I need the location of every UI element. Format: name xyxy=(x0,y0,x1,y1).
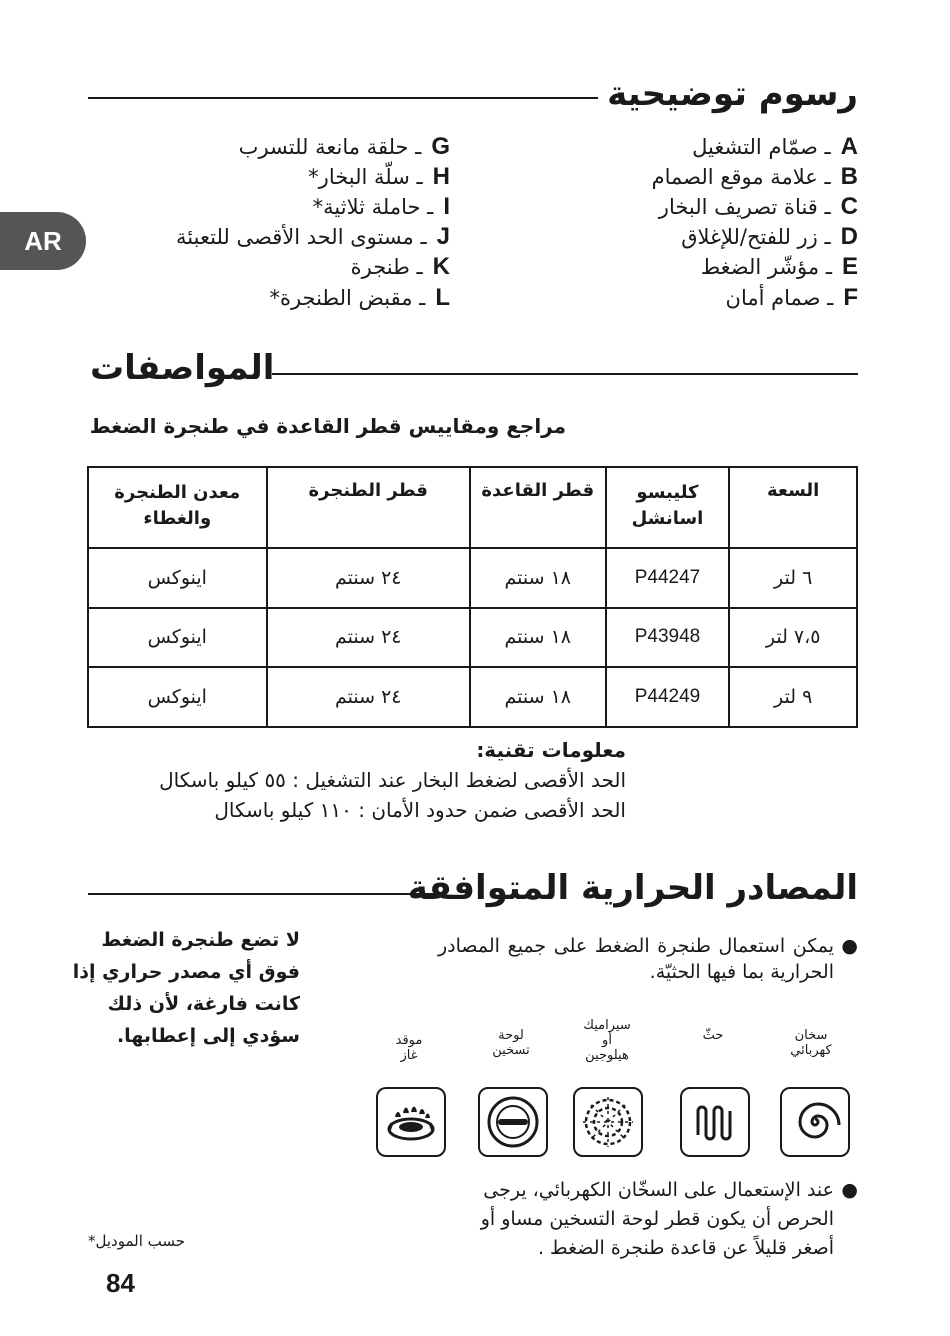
cell-material: اينوكس xyxy=(88,608,267,668)
cell-material: اينوكس xyxy=(88,667,267,727)
spiral-coil-icon xyxy=(780,1087,850,1157)
heat-source-label: لوحة تسخين xyxy=(492,1028,530,1058)
heat-source-label: موقد غاز xyxy=(395,1033,423,1063)
header-model: كليبسو اسانشل xyxy=(606,467,730,548)
footnote: حسب الموديل* xyxy=(88,1232,186,1250)
section3-title: المصادر الحرارية المتوافقة xyxy=(407,868,858,908)
heat-source-label: سخان كهربائي xyxy=(790,1028,832,1058)
section2-title: المواصفات xyxy=(90,348,275,388)
section3-rule xyxy=(88,893,446,895)
induction-coil-icon xyxy=(680,1087,750,1157)
cell-base-diameter: ١٨ سنتم xyxy=(470,667,606,727)
header-material: معدن الطنجرة والغطاء xyxy=(88,467,267,548)
section2-rule xyxy=(272,373,858,375)
table-header-row xyxy=(88,467,857,548)
cell-model: P44247 xyxy=(606,548,730,608)
part-b: Bـ علامة موقع الصمام xyxy=(651,163,858,190)
table-row xyxy=(88,667,857,727)
bullet-compatibility: ● يمكن استعمال طنجرة الضغط على جميع المصادر الحرارية بما فيها الحثيّة. xyxy=(438,935,858,983)
bullet-electric-hob: ● عند الإستعمال على السخّان الكهربائي، يرجى الحرص أن يكون قطر لوحة التسخين مساو أو أصغر قليلاً عن قاعدة طنجرة الضغط . xyxy=(438,1176,858,1263)
header-base-diameter: قطر القاعدة xyxy=(470,467,606,548)
gas-burner-icon xyxy=(376,1087,446,1157)
part-d: Dـ زر للفتح/للإغلاق xyxy=(681,223,858,250)
language-tab: AR xyxy=(0,212,86,270)
page-number: 84 xyxy=(106,1268,135,1298)
spec-table xyxy=(87,466,858,728)
cell-base-diameter: ١٨ سنتم xyxy=(470,548,606,608)
part-h: Hـ سلّة البخار* xyxy=(308,163,450,190)
tech-info-line: الحد الأقصى لضغط البخار عند التشغيل : ٥٥ كيلو باسكال xyxy=(159,768,626,792)
cell-material: اينوكس xyxy=(88,548,267,608)
cell-model: P43948 xyxy=(606,608,730,668)
bullet-dot: ● xyxy=(841,935,858,957)
part-j: Jـ مستوى الحد الأقصى للتعبئة xyxy=(176,223,450,250)
part-k: Kـ طنجرة xyxy=(350,253,450,280)
part-a: Aـ صمّام التشغيل xyxy=(692,133,858,160)
header-pot-diameter: قطر الطنجرة xyxy=(267,467,470,548)
heat-source-label: حثّ xyxy=(702,1028,724,1043)
part-g: Gـ حلقة مانعة للتسرب xyxy=(238,133,450,160)
table-row xyxy=(88,548,857,608)
cell-capacity: ٩ لتر xyxy=(729,667,857,727)
tech-info-line: الحد الأقصى ضمن حدود الأمان : ١١٠ كيلو باسكال xyxy=(214,798,626,822)
table-caption: مراجع ومقاييس قطر القاعدة في طنجرة الضغط xyxy=(89,414,566,438)
cell-pot-diameter: ٢٤ سنتم xyxy=(267,548,470,608)
section1-title: رسوم توضيحية xyxy=(607,74,858,114)
bullet-dot: ● xyxy=(841,1179,858,1201)
part-f: Fـ صمام أمان xyxy=(725,284,858,311)
cell-model: P44249 xyxy=(606,667,730,727)
cell-pot-diameter: ٢٤ سنتم xyxy=(267,608,470,668)
ceramic-halogen-icon xyxy=(573,1087,643,1157)
empty-heat-warning: لا تضع طنجرة الضغط فوق أي مصدر حراري إذا كانت فارغة، لأن ذلك سؤدي إلى إعطابها. xyxy=(72,929,300,1047)
heat-source-label: سيراميك أو هيلوجين xyxy=(583,1018,631,1063)
hot-plate-icon xyxy=(478,1087,548,1157)
cell-capacity: ٦ لتر xyxy=(729,548,857,608)
header-capacity: السعة xyxy=(729,467,857,548)
part-e: Eـ مؤشّر الضغط xyxy=(700,253,858,280)
cell-base-diameter: ١٨ سنتم xyxy=(470,608,606,668)
section1-rule xyxy=(88,97,598,99)
tech-info-title: معلومات تقنية: xyxy=(476,738,626,762)
table-row xyxy=(88,608,857,668)
part-i: Iـ حاملة ثلاثية* xyxy=(312,193,450,220)
cell-pot-diameter: ٢٤ سنتم xyxy=(267,667,470,727)
part-l: Lـ مقبض الطنجرة* xyxy=(269,284,450,311)
part-c: Cـ قناة تصريف البخار xyxy=(658,193,858,220)
cell-capacity: ٧،٥ لتر xyxy=(729,608,857,668)
